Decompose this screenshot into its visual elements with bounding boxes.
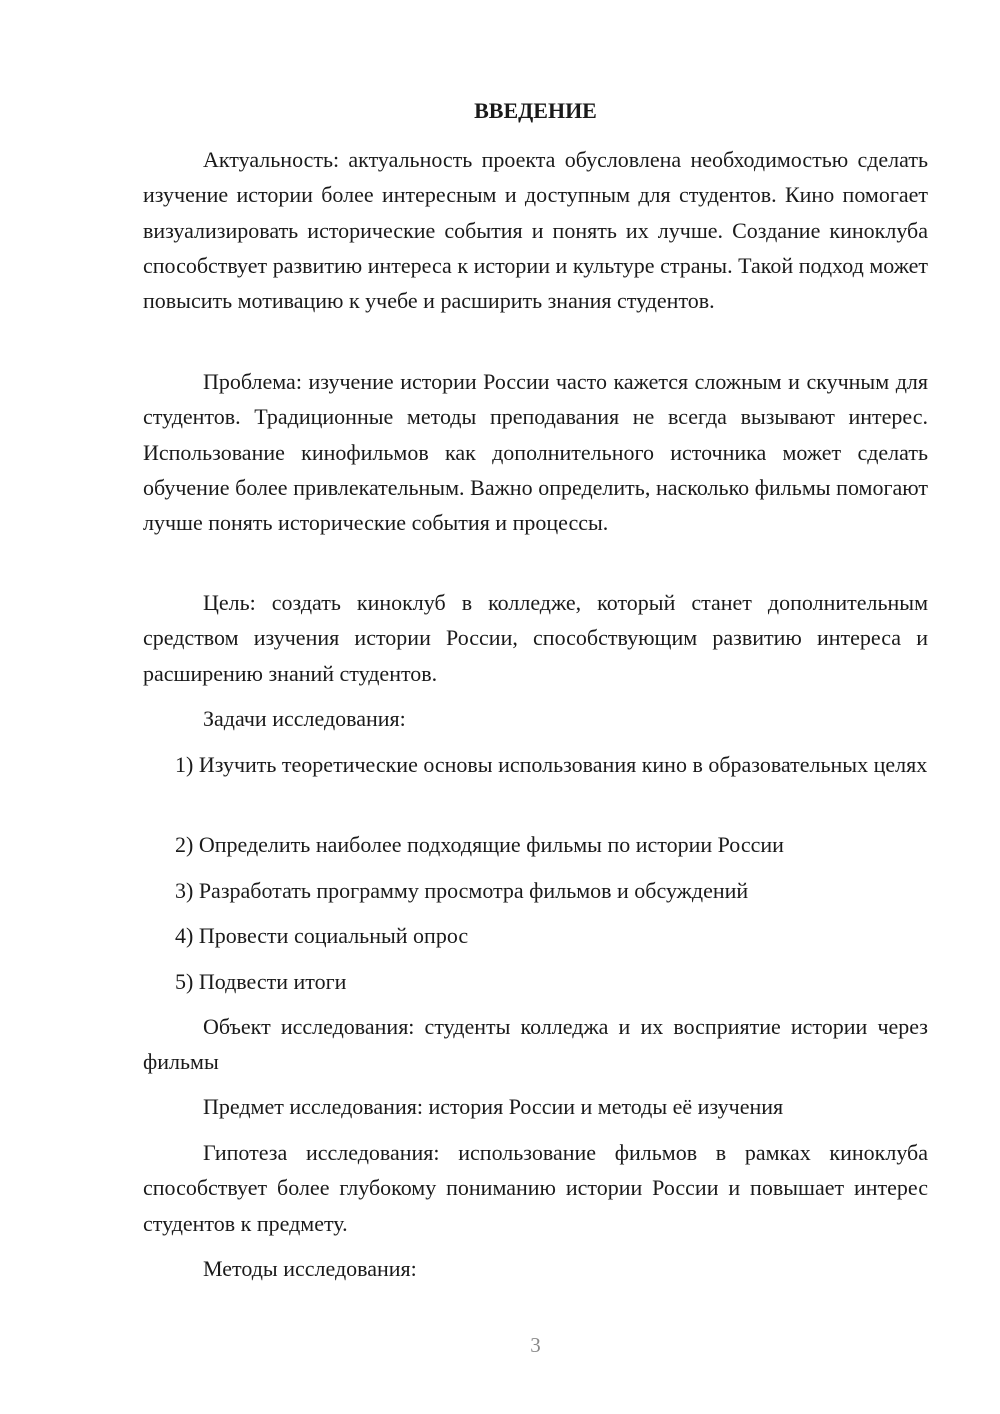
subject-paragraph: Предмет исследования: история России и методы её изучения xyxy=(203,1094,784,1119)
page-number: 3 xyxy=(530,1333,541,1357)
task-item-5: 5) Подвести итоги xyxy=(175,969,347,994)
task-item-2: 2) Определить наиболее подходящие фильмы по истории России xyxy=(175,832,784,857)
document-page xyxy=(143,0,928,1414)
object-paragraph: Объект исследования: студенты колледжа и их восприятие истории через фильмы xyxy=(143,1014,928,1075)
tasks-heading: Задачи исследования: xyxy=(203,706,406,731)
relevance-paragraph: Актуальность: актуальность проекта обусловлена необходимостью сделать изучение истории более интересным и доступным для студентов. Кино помогает визуализировать исторические события и понять их лучше. Создание киноклуба способствует развитию интереса к истории и культуре страны. Такой подход может повысить мотивацию к учебе и расширить знания студентов. xyxy=(143,147,928,314)
goal-paragraph: Цель: создать киноклуб в колледже, который станет дополнительным средством изучения истории России, способствующим развитию интереса и расширению знаний студентов. xyxy=(143,590,928,686)
problem-paragraph: Проблема: изучение истории России часто кажется сложным и скучным для студентов. Традиционные методы преподавания не всегда вызывают интерес. Использование кинофильмов как дополнительного источника может сделать обучение более привлекательным. Важно определить, насколько фильмы помогают лучше понять исторические события и процессы. xyxy=(143,369,928,536)
hypothesis-paragraph: Гипотеза исследования: использование фильмов в рамках киноклуба способствует более глубокому пониманию истории России и повышает интерес студентов к предмету. xyxy=(143,1140,928,1236)
methods-heading: Методы исследования: xyxy=(203,1256,417,1281)
task-item-1: 1) Изучить теоретические основы использования кино в образовательных целях xyxy=(175,752,928,777)
task-item-4: 4) Провести социальный опрос xyxy=(175,923,469,948)
section-title: ВВЕДЕНИЕ xyxy=(474,98,597,123)
task-item-3: 3) Разработать программу просмотра фильмов и обсуждений xyxy=(175,878,749,903)
